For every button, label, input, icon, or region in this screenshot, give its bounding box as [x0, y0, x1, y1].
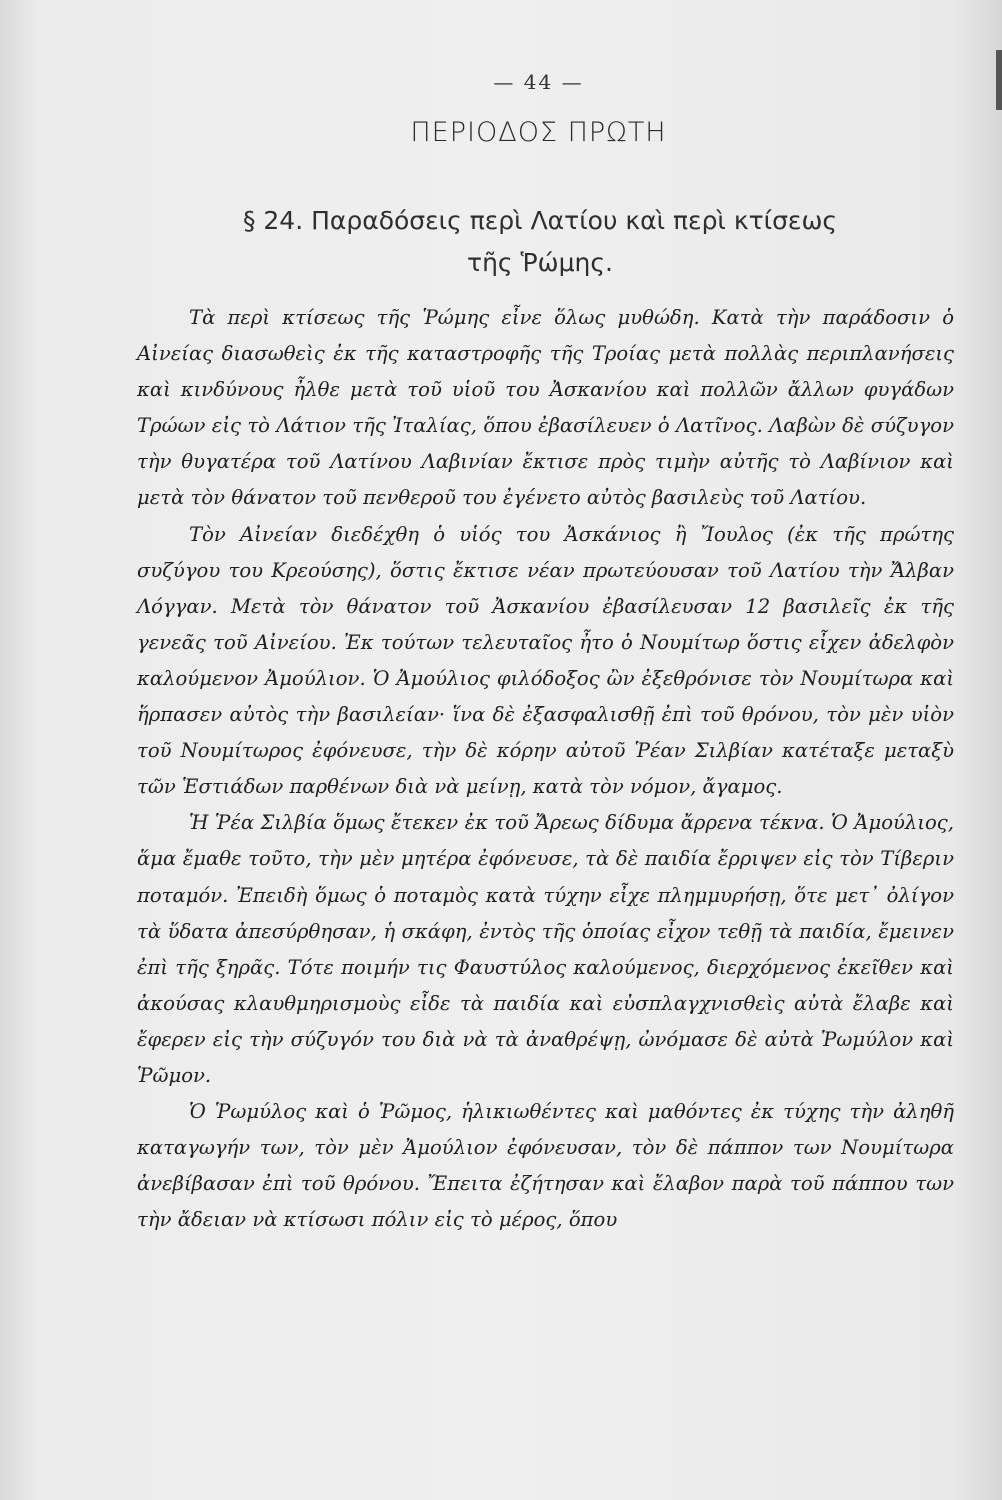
section-heading-line2: τῆς Ῥώμης. — [467, 248, 613, 277]
section-heading — [145, 200, 935, 284]
paragraph: Ἡ Ῥέα Σιλβία ὅμως ἔτεκεν ἐκ τοῦ Ἄρεως δίδυμα ἄρρενα τέκνα. Ὁ Ἀμούλιος, ἅμα ἔμαθε τοῦτο, τὴν μὲν μητέρα ἐφόνευσε, τὰ δὲ παιδία ἔρριψεν εἰς τὸν Τίβεριν ποταμόν. Ἐπειδὴ ὅμως ὁ ποταμὸς κατὰ τύχην εἶχε πλημμυρήσῃ, ὅτε μετ᾽ ὀλίγον τὰ ὕδατα ἀπεσύρθησαν, ἡ σκάφη, ἐντὸς τῆς ὁποίας εἶχον τεθῇ τὰ παιδία, ἔμεινεν ἐπὶ τῆς ξηρᾶς. Τότε ποιμήν τις Φαυστύλος καλούμενος, διερχόμενος ἐκεῖθεν καὶ ἀκούσας κλαυθμηρισμοὺς εἶδε τὰ παιδία καὶ εὐσπλαγχνισθεὶς αὐτὰ ἔλαβε καὶ ἔφερεν εἰς τὴν σύζυγόν του διὰ νὰ τὰ ἀναθρέψῃ, ὠνόμασε δὲ αὐτὰ Ῥωμύλον καὶ Ῥῶμον. — [137, 811, 954, 1087]
period-title: ΠΕΡΙΟΔΟΣ ΠΡΩΤΗ — [410, 117, 667, 148]
paragraph: Τὸν Αἰνείαν διεδέχθη ὁ υἱός του Ἀσκάνιος ἢ Ἴουλος (ἐκ τῆς πρώτης συζύγου του Κρεούσης), ὅστις ἔκτισε νέαν πρωτεύουσαν τοῦ Λατίου τὴν Ἄλβαν Λόγγαν. Μετὰ τὸν θάνατον τοῦ Ἀσκανίου ἐβασίλευσαν 12 βασιλεῖς ἐκ τῆς γενεᾶς τοῦ Αἰνείου. Ἐκ τούτων τελευταῖος ἦτο ὁ Νουμίτωρ ὅστις εἶχεν ἀδελφὸν καλούμενον Ἀμούλιον. Ὁ Ἀμούλιος φιλόδοξος ὢν ἐξεθρόνισε τὸν Νουμίτωρα καὶ ἥρπασεν αὐτὸς τὴν βασιλείαν· ἵνα δὲ ἐξασφαλισθῇ ἐπὶ τοῦ θρόνου, τὸν μὲν υἱὸν τοῦ Νουμίτωρος ἐφόνευσε, τὴν δὲ κόρην αὐτοῦ Ῥέαν Σιλβίαν κατέταξε μεταξὺ τῶν Ἑστιάδων παρθένων διὰ νὰ μείνῃ, κατὰ τὸν νόμον, ἄγαμος. — [137, 522, 954, 799]
body-text — [137, 300, 954, 1238]
paragraph: Ὁ Ῥωμύλος καὶ ὁ Ῥῶμος, ἡλικιωθέντες καὶ μαθόντες ἐκ τύχης τὴν ἀληθῆ καταγωγήν των, τὸν μὲν Ἀμούλιον ἐφόνευσαν, τὸν δὲ πάππον των Νουμίτωρα ἀνεβίβασαν ἐπὶ τοῦ θρόνου. Ἔπειτα ἐζήτησαν καὶ ἔλαβον παρὰ τοῦ πάππου των τὴν ἄδειαν νὰ κτίσωσι πόλιν εἰς τὸ μέρος, ὅπου — [137, 1100, 954, 1232]
section-heading-line1: § 24. Παραδόσεις περὶ Λατίου καὶ περὶ κτίσεως — [242, 206, 838, 235]
paragraph: Τὰ περὶ κτίσεως τῆς Ῥώμης εἶνε ὅλως μυθώδη. Κατὰ τὴν παράδοσιν ὁ Αἰνείας διασωθεὶς ἐκ τῆς καταστροφῆς τῆς Τροίας μετὰ πολλὰς περιπλανήσεις καὶ κινδύνους ἦλθε μετὰ τοῦ υἱοῦ του Ἀσκανίου καὶ πολλῶν ἄλλων φυγάδων Τρώων εἰς τὸ Λάτιον τῆς Ἰταλίας, ὅπου ἐβασίλευεν ὁ Λατῖνος. Λαβὼν δὲ σύζυγον τὴν θυγατέρα τοῦ Λατίνου Λαβινίαν ἔκτισε πρὸς τιμὴν αὐτῆς τὸ Λαβίνιον καὶ μετὰ τὸν θάνατον τοῦ πενθεροῦ του ἐγένετο αὐτὸς βασιλεὺς τοῦ Λατίου. — [137, 306, 954, 510]
page-number: — 44 — — [493, 70, 584, 94]
